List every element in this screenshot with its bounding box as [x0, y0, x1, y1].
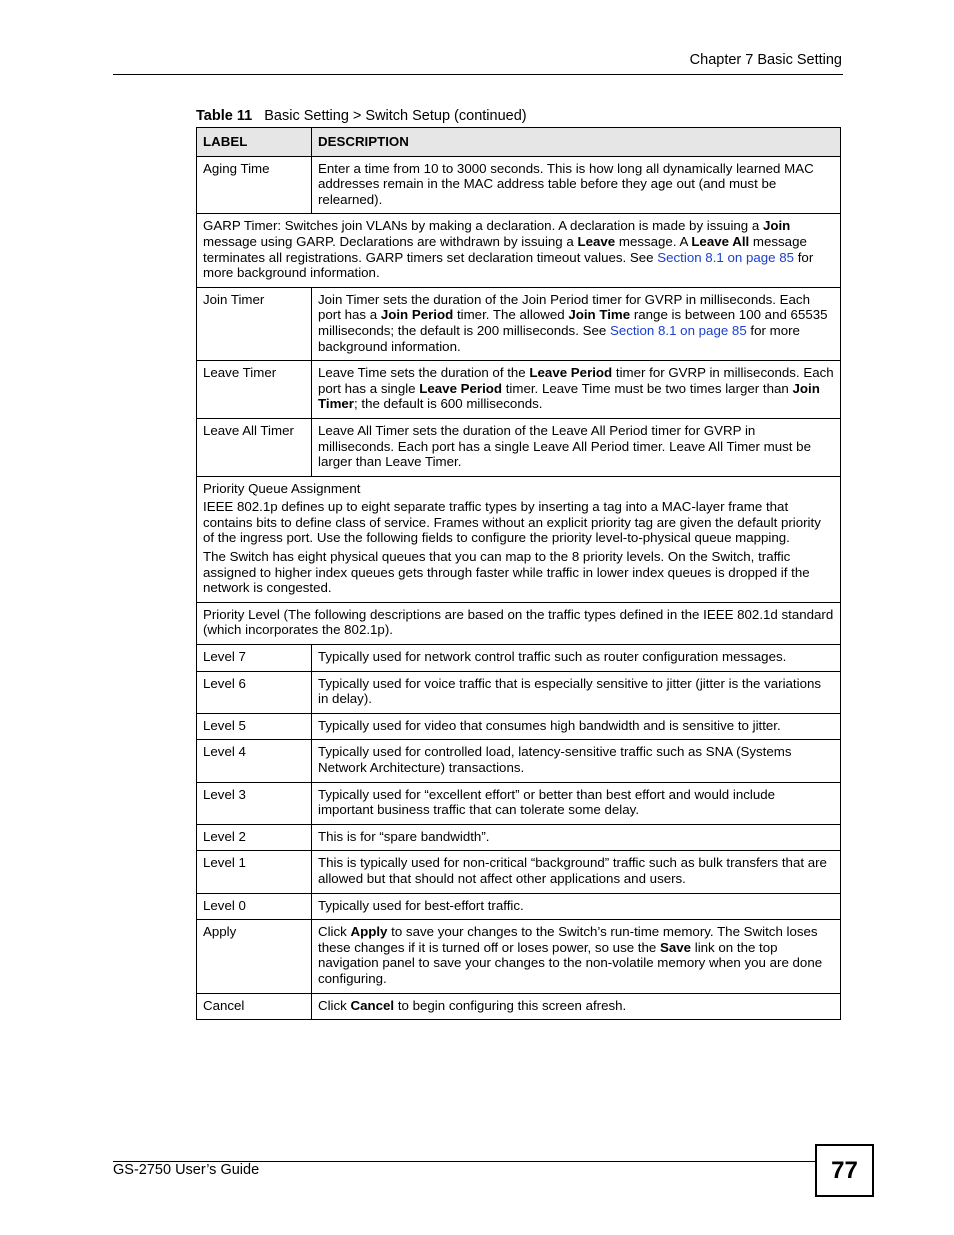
row-label: Level 5: [197, 713, 312, 740]
table-caption-label: Table 11: [196, 108, 253, 124]
settings-table: [196, 127, 841, 1020]
row-label: Level 3: [197, 782, 312, 824]
row-label: Aging Time: [197, 156, 312, 214]
header-rule: [113, 74, 843, 75]
bold-term: Leave: [577, 233, 616, 249]
row-description: Leave All Timer sets the duration of the Leave All Period timer for GVRP in milliseconds. Each port has a single Leave All Period timer. Leave All Timer must be larger than Leave Timer.: [312, 418, 841, 476]
text-span: message. A: [615, 233, 692, 249]
row-label: Leave All Timer: [197, 418, 312, 476]
row-description: Typically used for best-effort traffic.: [312, 893, 841, 920]
text-span: ; the default is 600 milliseconds.: [353, 396, 543, 412]
text-span: timer for GVRP in milliseconds. Each port has a single: [318, 365, 834, 396]
table-row: [197, 824, 841, 851]
table-row: [197, 476, 841, 602]
row-description: Typically used for “excellent effort” or better than best effort and would include important business traffic that can tolerate some delay.: [312, 782, 841, 824]
column-header-description: DESCRIPTION: [312, 128, 841, 157]
row-description: [312, 361, 841, 419]
text-span: to save your changes to the Switch’s run-time memory. The Switch loses these changes if it is turned off or loses power, so use the: [318, 924, 818, 955]
bold-term: Join: [762, 218, 791, 234]
section-link[interactable]: Section 8.1 on page 85: [609, 322, 747, 338]
priority-level-description: Priority Level (The following descriptions are based on the traffic types defined in the IEEE 802.1d standard (which incorporates the 802.1p).: [197, 602, 841, 644]
table-caption: [196, 108, 527, 124]
table-row: [197, 214, 841, 287]
text-span: link on the top navigation panel to save your changes to the non-volatile memory when you are done configuring.: [318, 939, 823, 986]
bold-term: Cancel: [350, 997, 395, 1013]
row-description: Typically used for video that consumes high bandwidth and is sensitive to jitter.: [312, 713, 841, 740]
paragraph: IEEE 802.1p defines up to eight separate traffic types by inserting a tag into a MAC-layer frame that contains bits to define class of service. Frames without an explicit priority tag are given the default priority of the ingress port. Use the following fields to configure the priority level-to-physical queue mapping.: [203, 499, 821, 546]
row-label: Level 4: [197, 740, 312, 782]
row-label: Leave Timer: [197, 361, 312, 419]
text-span: GARP Timer: Switches join VLANs by making a declaration. A declaration is made by issuing a: [203, 218, 763, 234]
text-span: timer. The allowed: [453, 307, 569, 323]
table-caption-text: Basic Setting > Switch Setup (continued): [264, 108, 527, 124]
text-span: Click: [318, 924, 351, 940]
garp-timer-description: [197, 214, 841, 287]
table-row: [197, 893, 841, 920]
text-span: Click: [318, 997, 351, 1013]
row-label: Cancel: [197, 993, 312, 1020]
guide-title: GS-2750 User’s Guide: [113, 1162, 260, 1178]
row-description: [312, 287, 841, 360]
row-description: This is typically used for non-critical “background” traffic such as bulk transfers that are allowed but that should not affect other applications and users.: [312, 851, 841, 893]
text-span: for more background information.: [203, 249, 814, 281]
priority-queue-section: [197, 476, 841, 602]
table-row: [197, 851, 841, 893]
row-label: Level 2: [197, 824, 312, 851]
page-number: 77: [815, 1144, 874, 1197]
table-row: [197, 156, 841, 214]
row-label: Apply: [197, 920, 312, 993]
table-row: [197, 418, 841, 476]
bold-term: Leave All: [691, 233, 750, 249]
text-span: for more background information.: [318, 322, 800, 354]
row-description: Typically used for controlled load, latency-sensitive traffic such as SNA (Systems Network Architecture) transactions.: [312, 740, 841, 782]
text-span: timer. Leave Time must be two times larger than: [502, 380, 793, 396]
bold-term: Apply: [350, 924, 388, 940]
row-label: Join Timer: [197, 287, 312, 360]
table-row: [197, 361, 841, 419]
text-span: range is between 100 and 65535 milliseconds; the default is 200 milliseconds. See: [318, 307, 828, 338]
row-description: This is for “spare bandwidth”.: [312, 824, 841, 851]
row-label: Level 7: [197, 645, 312, 672]
bold-term: Join Period: [380, 307, 454, 323]
text-span: Leave Time sets the duration of the: [318, 365, 530, 381]
row-description: [312, 920, 841, 993]
text-span: to begin configuring this screen afresh.: [394, 997, 627, 1013]
bold-term: Leave Period: [529, 365, 613, 381]
row-description: [312, 993, 841, 1020]
section-title: Priority Queue Assignment: [203, 480, 361, 496]
table-row: [197, 782, 841, 824]
row-label: Level 6: [197, 671, 312, 713]
row-description: Enter a time from 10 to 3000 seconds. This is how long all dynamically learned MAC addresses remain in the MAC address table before they age out (and must be relearned).: [312, 156, 841, 214]
table-row: [197, 740, 841, 782]
table-row: [197, 287, 841, 360]
table-row: [197, 920, 841, 993]
bold-term: Leave Period: [419, 380, 503, 396]
bold-term: Join Timer: [318, 380, 820, 412]
bold-term: Save: [659, 939, 692, 955]
table-row: [197, 713, 841, 740]
text-span: message using GARP. Declarations are withdrawn by issuing a: [203, 233, 578, 249]
table-row: [197, 645, 841, 672]
table-row: [197, 602, 841, 644]
row-description: Typically used for voice traffic that is especially sensitive to jitter (jitter is the variations in delay).: [312, 671, 841, 713]
row-label: Level 0: [197, 893, 312, 920]
chapter-header: Chapter 7 Basic Setting: [689, 52, 842, 68]
text-span: message terminates all registrations. GARP timers set declaration timeout values. See: [203, 233, 807, 265]
text-span: Join Timer sets the duration of the Join Period timer for GVRP in milliseconds. Each port has a: [318, 291, 810, 323]
table-row: [197, 993, 841, 1020]
table-row: [197, 671, 841, 713]
table-header-row: [197, 128, 841, 157]
section-link[interactable]: Section 8.1 on page 85: [657, 249, 795, 265]
row-label: Level 1: [197, 851, 312, 893]
row-description: Typically used for network control traffic such as router configuration messages.: [312, 645, 841, 672]
bold-term: Join Time: [568, 307, 631, 323]
column-header-label: LABEL: [197, 128, 312, 157]
paragraph: The Switch has eight physical queues that you can map to the 8 priority levels. On the Switch, traffic assigned to higher index queues gets through faster while traffic in lower index queues is dropped if the network is congested.: [203, 549, 810, 596]
